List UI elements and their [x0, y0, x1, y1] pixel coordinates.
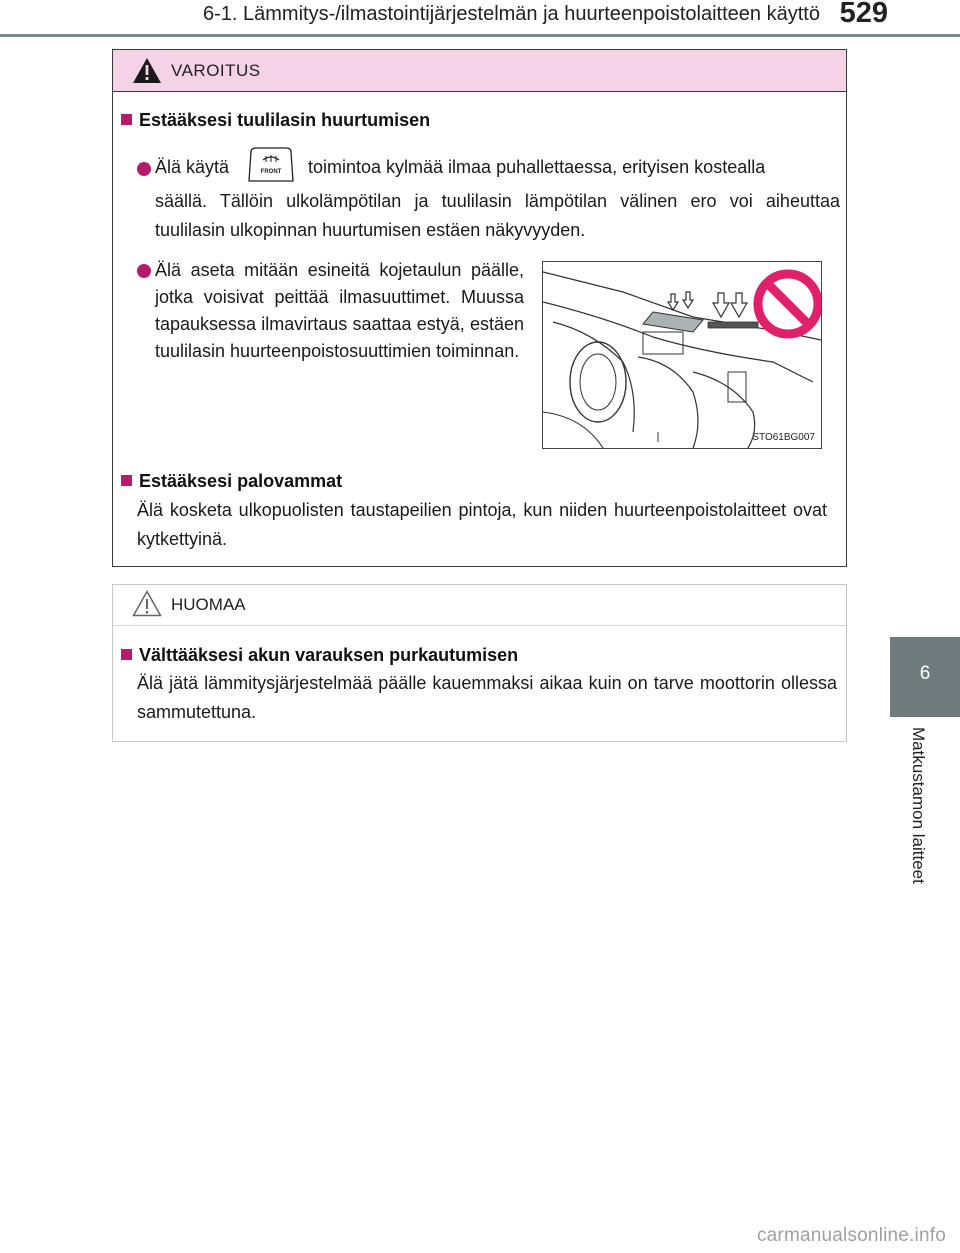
- page-number: 529: [839, 0, 888, 29]
- section-heading-burns: Estääksesi palovammat: [121, 471, 342, 492]
- warning-title: VAROITUS: [171, 61, 261, 80]
- chapter-label: Matkustamon laitteet: [909, 727, 928, 884]
- dashboard-drawing: [543, 262, 821, 448]
- notice-title: HUOMAA: [171, 595, 246, 614]
- section-heading-windshield: Estääksesi tuulilasin huurtumisen: [121, 110, 430, 131]
- round-bullet-icon: [137, 264, 151, 278]
- notice-header: [113, 585, 846, 626]
- square-bullet-icon: [121, 475, 132, 486]
- warning-triangle-icon: [132, 57, 162, 84]
- square-bullet-icon: [121, 114, 132, 125]
- bullet2-text: Älä aseta mitään esineitä kojetaulun päälle, jotka voisivat peittää ilmasuuttimet. Muussa tapauksessa ilmavirtaus saattaa estyä, estäen tuulilasin huurteenpoistosuuttimien toiminnan.: [155, 260, 524, 361]
- section-title: 6-1. Lämmitys-/ilmastointijärjestelmän ja huurteenpoistolaitteen käyttö: [203, 3, 820, 25]
- chapter-label-strip: [890, 717, 960, 929]
- header-rule: [0, 34, 960, 37]
- chapter-tab: [890, 637, 960, 717]
- svg-text:FRONT: FRONT: [260, 169, 282, 175]
- section2-text: Älä kosketa ulkopuolisten taustapeilien pintoja, kun niiden huurteenpoistolaitteet ovat kytkettyinä.: [137, 500, 827, 549]
- caution-triangle-icon: [132, 590, 162, 617]
- illustration-code: STO61BG007: [752, 432, 815, 443]
- dashboard-illustration: [542, 261, 822, 449]
- page-header: [0, 0, 960, 36]
- warning-header: [113, 50, 846, 92]
- warning-box: [112, 49, 847, 567]
- footer-watermark: carmanualsonline.info: [756, 1225, 946, 1246]
- bullet1-text-after-icon: toimintoa kylmää ilmaa puhallettaessa, erityisen kostealla: [308, 157, 766, 177]
- front-defroster-button-icon: [246, 146, 296, 184]
- notice-text: Älä jätä lämmitysjärjestelmää päälle kauemmaksi aikaa kuin on tarve moottorin ollessa sammutettuna.: [137, 673, 837, 722]
- bullet1-text-start: Älä käytä: [155, 157, 230, 177]
- chapter-number: 6: [919, 663, 931, 684]
- round-bullet-icon: [137, 162, 151, 176]
- prohibited-sign-icon: [758, 274, 818, 334]
- notice-heading: Välttääksesi akun varauksen purkautumisen: [121, 645, 518, 666]
- notice-box: [112, 584, 847, 742]
- bullet1-continuation: säällä. Tällöin ulkolämpötilan ja tuulilasin lämpötilan välinen ero voi aiheuttaa tuulilasin ulkopinnan huurtumisen estäen näkyvyyden.: [155, 191, 840, 240]
- square-bullet-icon: [121, 649, 132, 660]
